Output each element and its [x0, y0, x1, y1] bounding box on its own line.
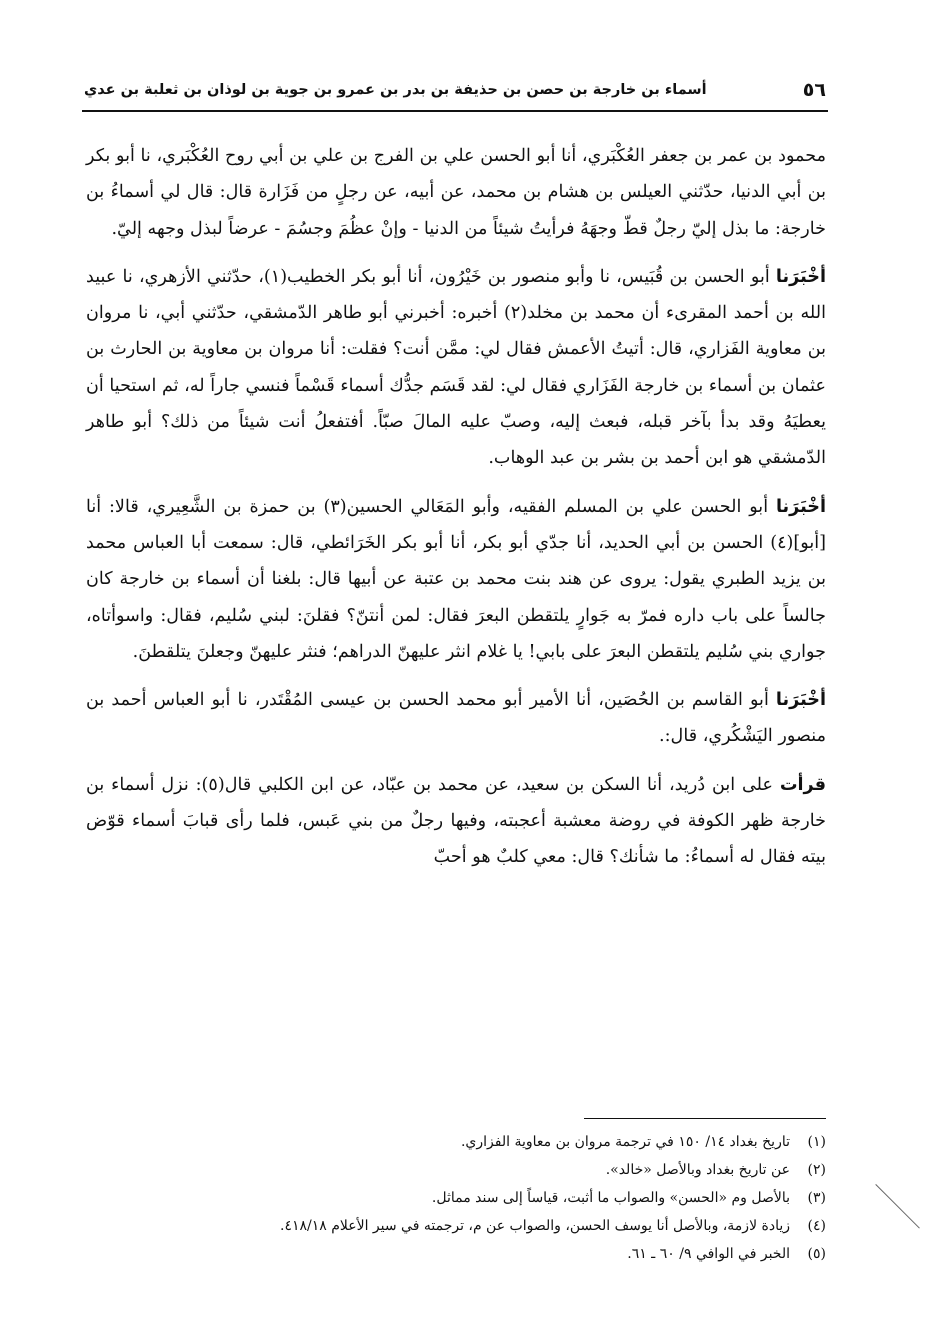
footnote	[280, 1212, 826, 1240]
header-rule	[82, 110, 828, 112]
paragraph-1	[86, 138, 826, 247]
footnote	[300, 1156, 826, 1184]
paragraph-3-lead: أخْبَرَنا	[775, 496, 827, 517]
footnote	[300, 1240, 826, 1268]
paragraph-4	[86, 682, 826, 755]
footnote-number: (٣)	[807, 1190, 826, 1206]
footnote-number: (٥)	[807, 1246, 826, 1262]
running-title: أسماء بن خارجة بن حصن بن حذيفة بن بدر بن عمرو بن جوية بن لوذان بن ثعلبة بن عدي	[84, 82, 707, 98]
paragraph-2-text: أبو الحسن بن قُبَيس، نا وأبو منصور بن خَيْرُون، أنا أبو بكر الخطيب(١)، حدّثني الأزهري، نا عبيد الله بن أحمد المقرىء أن محمد بن مخلد(٢) أخبره: أخبرني أبو طاهر الدّمشقي، حدّثني أبي، نا مروان بن معاوية الفَزاري، قال: أتيتُ الأعمش فقال لي: ممَّن أنت؟ فقلت: أنا مروان بن معاوية بن الحارث بن عثمان بن أسماء بن خارجة الفَزَاري فقال لي: لقد قَسَم جدُّك أسماء قَسْماً فنسي جاراً له، ثم استحيا أن يعطيَهُ وقد بدأ بآخر قبله، فبعث إليه، وصبّ عليه المالَ صبّاً. أفتفعلُ أنت شيئاً من ذلك؟ أبو طاهر الدّمشقي هو ابن أحمد بن بشر بن عبد الوهاب.	[86, 266, 826, 469]
paragraph-4-text: أبو القاسم بن الحُصَين، أنا الأمير أبو محمد الحسن بن عيسى المُقْتَدر، نا أبو العباس أحمد بن منصور اليَشْكُري، قال:.	[86, 690, 826, 747]
footnote-number: (١)	[807, 1134, 826, 1150]
paragraph-1-text: محمود بن عمر بن جعفر العُكْبَري، أنا أبو الحسن علي بن الفرج بن علي بن أبي روح العُكْبَري، نا أبو بكر بن أبي الدنيا، حدّثني العيلس بن هشام بن محمد، عن أبيه، عن رجلٍ من فَزَارة قال: قال لي أسماءُ بن خارجة: ما بذل إليّ رجلٌ قطّ وجهَهُ فرأيتُ شيئاً من الدنيا - وإنْ عظُمَ وجسُمَ - عرضاً لبذل وجهه إليّ.	[86, 146, 826, 239]
footnote-text: زيادة لازمة، وبالأصل أنا يوسف الحسن، والصواب عن م، ترجمته في سير الأعلام ٤١٨/١٨.	[280, 1218, 790, 1234]
paragraph-2-lead: أخْبَرَنا	[775, 266, 826, 287]
paragraph-4-lead: أخْبَرَنا	[775, 690, 826, 711]
paragraph-5-lead: قرأت	[779, 774, 826, 795]
page-header	[84, 72, 826, 108]
paragraph-5-text: على ابن دُريد، أنا السكن بن سعيد، عن محمد بن عبّاد، عن ابن الكلبي قال(٥): نزل أسماء بن خارجة ظهر الكوفة في روضة معشبة أعجبته، وفيها رجلٌ من بني عَبس، فلما رأى قبابَ أسماء قوّض بيته فقال له أسماءُ: ما شأنك؟ قال: معي كلبٌ هو أحبّ	[86, 774, 826, 868]
footnote-text: الخبر في الوافي ٩/ ٦٠ ـ ٦١.	[627, 1246, 790, 1262]
footnote-rule	[584, 1118, 826, 1119]
footnote-text: عن تاريخ بغداد وبالأصل «خالد».	[605, 1162, 790, 1178]
footnote-number: (٢)	[807, 1162, 826, 1178]
footnote-text: تاريخ بغداد ١٤/ ١٥٠ في ترجمة مروان بن معاوية الفزاري.	[460, 1134, 790, 1150]
paragraph-3	[86, 489, 826, 670]
footnotes	[280, 1128, 826, 1268]
footnote-number: (٤)	[807, 1218, 826, 1234]
paragraph-2	[86, 259, 826, 477]
footnote-text: بالأصل وم «الحسن» والصواب ما أثبت، قياساً إلى سند مماثل.	[431, 1190, 790, 1206]
page-number: ٥٦	[802, 79, 826, 101]
main-text	[86, 138, 826, 888]
footnote	[300, 1128, 826, 1156]
paragraph-5	[86, 767, 826, 876]
scan-artifact-line	[875, 1184, 920, 1229]
footnote	[300, 1184, 826, 1212]
paragraph-3-text: أبو الحسن علي بن المسلم الفقيه، وأبو المَعَالي الحسين(٣) بن حمزة بن الشَّعِيري، قالا: أنا [أبو](٤) الحسن بن أبي الحديد، أنا جدّي أبو بكر، أنا أبو بكر الخَرَائطي، قال: سمعت أبا العباس محمد بن يزيد الطبري يقول: يروى عن هند بنت محمد بن عتبة عن أبيها قال: بلغنا أن أسماء بن خارجة كان جالساً على باب داره فمرّ به جَوارٍ يلتقطن البعرَ فقال: لمن أنتنّ؟ فقلنَ: لبني سُليم، فقال: واسوأتاه، جواري بني سُليم يلتقطن البعرَ على بابي! يا غلام انثر عليهنّ الدراهم؛ فنثر عليهنّ وجعلنَ يتلقطنَ.	[86, 496, 826, 662]
